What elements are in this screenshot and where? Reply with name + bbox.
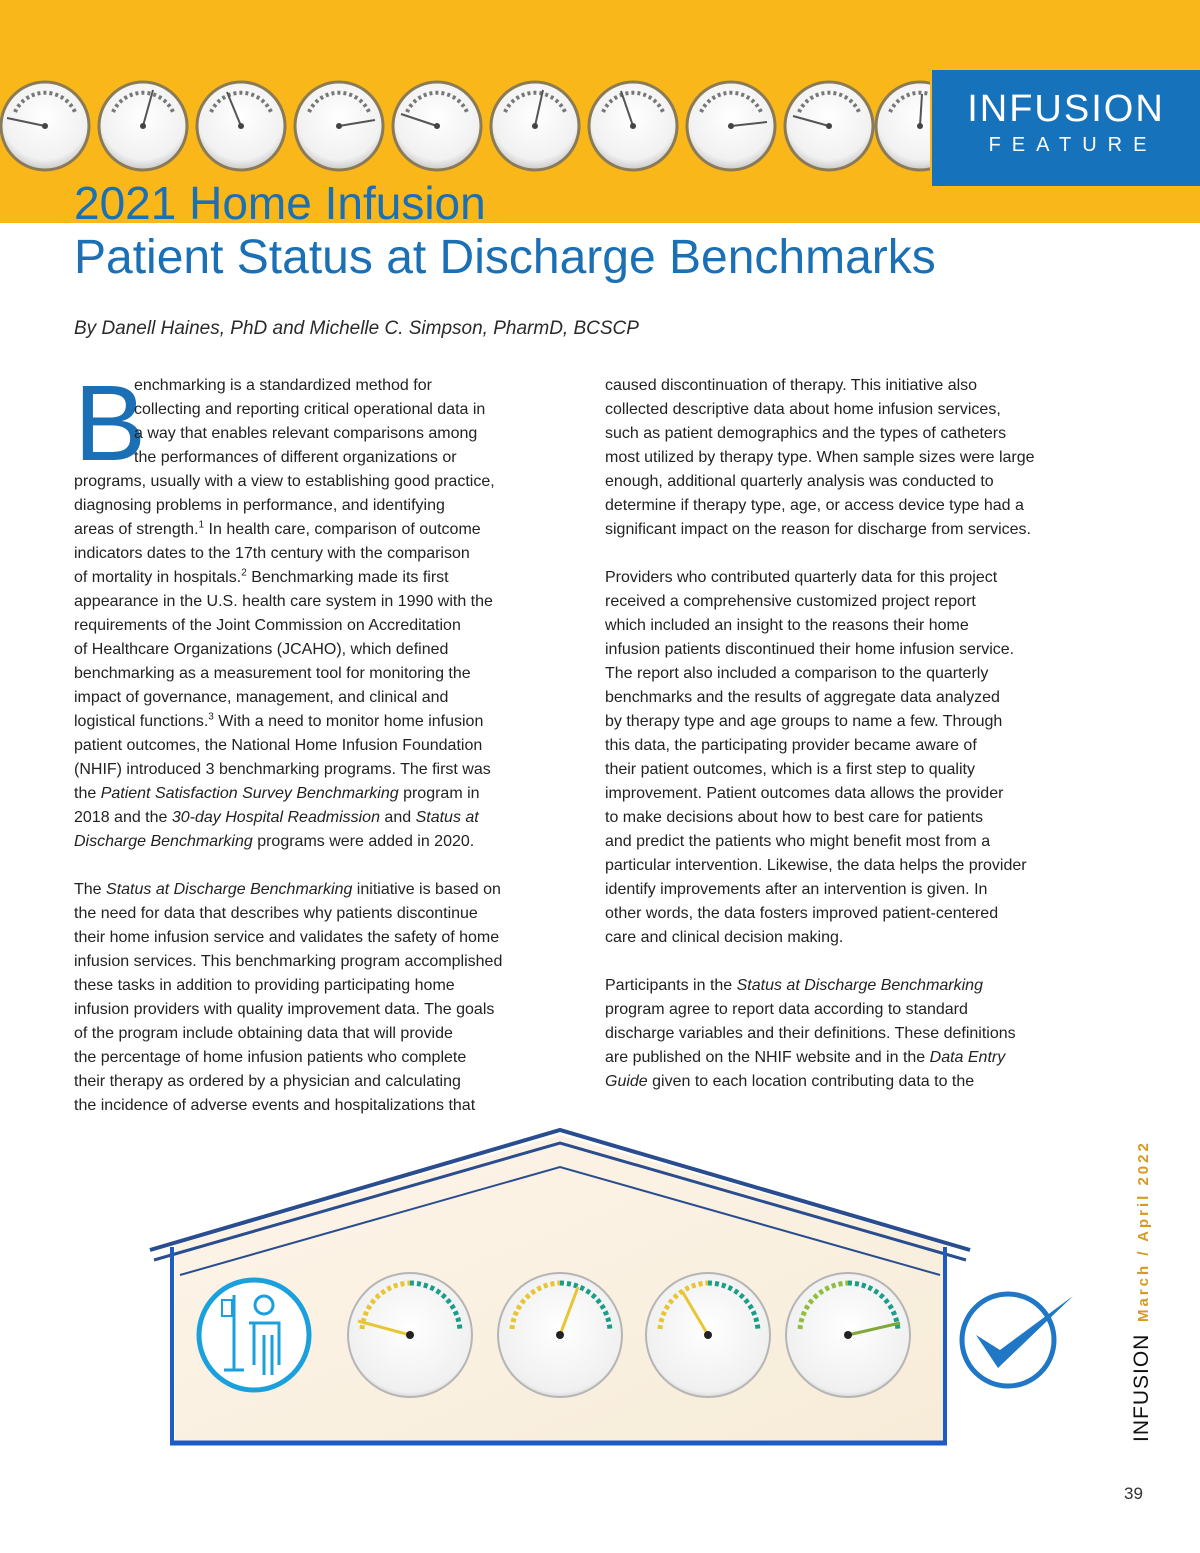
text-line: enough, additional quarterly analysis was conducted to <box>605 473 994 490</box>
text-line: infusion services. This benchmarking program accomplished <box>74 953 503 970</box>
gauge-icon <box>393 82 481 170</box>
text-line: their patient outcomes, which is a first step to quality <box>605 761 975 778</box>
text-line: identify improvements after an intervention is given. In <box>605 881 988 898</box>
byline: By Danell Haines, PhD and Michelle C. Simpson, PharmD, BCSCP <box>74 318 639 339</box>
text-line: such as patient demographics and the types of catheters <box>605 425 1007 442</box>
footnote-ref: 1 <box>198 519 205 531</box>
text-line: of Healthcare Organizations (JCAHO), which defined <box>74 641 449 658</box>
text-line: areas of strength.$^1$ In health care, comparison of outcome <box>74 519 481 538</box>
text-line: improvement. Patient outcomes data allows the provider <box>605 785 1004 802</box>
text-line: their therapy as ordered by a physician and calculating <box>74 1073 461 1090</box>
text-line: received a comprehensive customized project report <box>605 593 976 610</box>
text-line: Discharge Benchmarking programs were added in 2020. <box>74 833 475 850</box>
text-line: infusion providers with quality improvement data. The goals <box>74 1001 495 1018</box>
gauge-icon <box>876 82 930 170</box>
text-line: collected descriptive data about home infusion services, <box>605 401 1001 418</box>
text-line: most utilized by therapy type. When sample sizes were large <box>605 449 1035 466</box>
drop-cap: B <box>74 362 147 483</box>
text-line: the Patient Satisfaction Survey Benchmarking program in <box>74 785 480 802</box>
page-number: 39 <box>1124 1484 1143 1503</box>
text-line: and predict the patients who might benefit most from a <box>605 833 991 850</box>
text-line: determine if therapy type, age, or access device type had a <box>605 497 1024 514</box>
text-line: collecting and reporting critical operational data in <box>134 401 486 418</box>
issue-date: March / April 2022 <box>1135 1140 1152 1322</box>
text-line: of the program include obtaining data that will provide <box>74 1025 453 1042</box>
text-line: care and clinical decision making. <box>605 929 844 946</box>
gauge-icon <box>491 82 579 170</box>
article-column-left <box>74 362 564 1118</box>
text-line: logistical functions.$^3$ With a need to monitor home infusion <box>74 711 484 730</box>
text-line: a way that enables relevant comparisons among <box>134 425 478 442</box>
text-line: other words, the data fosters improved patient-centered <box>605 905 999 922</box>
text-line: the incidence of adverse events and hospitalizations that <box>74 1097 476 1114</box>
patient-iv-icon <box>199 1280 309 1390</box>
text-line: particular intervention. Likewise, the data helps the provider <box>605 857 1027 874</box>
gauge-icon <box>786 1273 910 1397</box>
gauge-icon <box>348 1273 472 1397</box>
gauge-icon <box>589 82 677 170</box>
text-line: are published on the NHIF website and in the Data Entry <box>605 1049 1006 1066</box>
magazine-brand: INFUSION <box>967 88 1165 130</box>
article-column-right <box>605 374 1095 1094</box>
text-line: which included an insight to the reasons their home <box>605 617 969 634</box>
text-line: discharge variables and their definitions. These definitions <box>605 1025 1016 1042</box>
text-line: their home infusion service and validates the safety of home <box>74 929 500 946</box>
text-line: 2018 and the 30-day Hospital Readmission and Status at <box>74 809 479 826</box>
text-line: the performances of different organizations or <box>134 449 457 466</box>
text-line: The report also included a comparison to the quarterly <box>605 665 989 682</box>
text-line: impact of governance, management, and clinical and <box>74 689 449 706</box>
text-line: benchmarking as a measurement tool for monitoring the <box>74 665 471 682</box>
checkmark-icon <box>958 1290 1078 1390</box>
text-line: significant impact on the reason for discharge from services. <box>605 521 1031 538</box>
gauge-icon <box>498 1273 622 1397</box>
text-line: diagnosing problems in performance, and identifying <box>74 497 445 514</box>
gauge-icon <box>687 82 775 170</box>
text-line: this data, the participating provider became aware of <box>605 737 977 754</box>
text-line: indicators dates to the 17th century with the comparison <box>74 545 470 562</box>
text-line: program agree to report data according to standard <box>605 1001 968 1018</box>
text-line: these tasks in addition to providing participating home <box>74 977 455 994</box>
text-line: the percentage of home infusion patients who complete <box>74 1049 467 1066</box>
gauge-icon <box>785 82 873 170</box>
text-line: The Status at Discharge Benchmarking initiative is based on <box>74 881 501 898</box>
text-line: appearance in the U.S. health care system in 1990 with the <box>74 593 493 610</box>
gauge-icon <box>197 82 285 170</box>
section-label: FEATURE <box>988 134 1158 156</box>
text-line: to make decisions about how to best care for patients <box>605 809 983 826</box>
footer-brand: INFUSION <box>1130 1333 1153 1442</box>
footnote-ref: 2 <box>241 567 247 579</box>
text-line: of mortality in hospitals.$^2$ Benchmarking made its first <box>74 567 449 586</box>
text-line: by therapy type and age groups to name a few. Through <box>605 713 1003 730</box>
gauge-icon <box>295 82 383 170</box>
text-line: benchmarks and the results of aggregate data analyzed <box>605 689 1000 706</box>
article-title-line-1: 2021 Home Infusion <box>74 177 486 229</box>
text-line: (NHIF) introduced 3 benchmarking programs. The first was <box>74 761 491 778</box>
text-line: programs, usually with a view to establishing good practice, <box>74 473 495 490</box>
text-line: patient outcomes, the National Home Infusion Foundation <box>74 737 483 754</box>
text-line: infusion patients discontinued their home infusion service. <box>605 641 1015 658</box>
gauge-strip <box>0 78 930 174</box>
gauge-icon <box>99 82 187 170</box>
gauge-icon <box>1 82 89 170</box>
text-line: caused discontinuation of therapy. This initiative also <box>605 377 978 394</box>
text-line: the need for data that describes why patients discontinue <box>74 905 478 922</box>
text-line: Participants in the Status at Discharge Benchmarking <box>605 977 983 994</box>
text-line: Providers who contributed quarterly data for this project <box>605 569 998 586</box>
text-line: Guide given to each location contributing data to the <box>605 1073 975 1090</box>
footnote-ref: 3 <box>208 711 214 723</box>
house-illustration <box>140 1125 990 1450</box>
text-line: enchmarking is a standardized method for <box>134 377 432 394</box>
feature-banner <box>932 70 1200 186</box>
article-title-line-2: Patient Status at Discharge Benchmarks <box>74 231 936 284</box>
text-line: requirements of the Joint Commission on Accreditation <box>74 617 461 634</box>
gauge-icon <box>646 1273 770 1397</box>
